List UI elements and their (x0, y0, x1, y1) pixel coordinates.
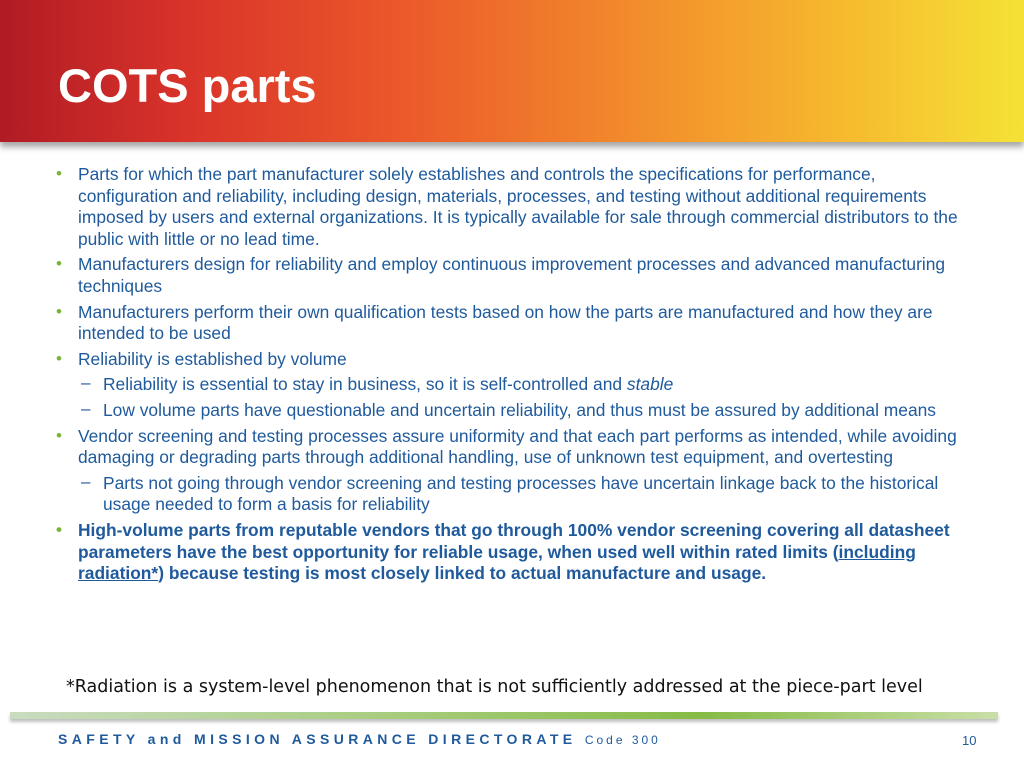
dash-icon: – (81, 373, 91, 393)
sub-bullet-low-volume (56, 400, 966, 422)
bullet-dot-icon: • (56, 425, 62, 445)
dash-icon: – (81, 398, 91, 418)
bullet-reliability-by-volume (56, 349, 966, 371)
bullet-cots-definition (56, 164, 966, 250)
bullet-dot-icon: • (56, 164, 62, 183)
bullet-text: Reliability is established by volume (78, 348, 347, 369)
bullet-text-continued: ) because testing is most closely linked to actual manufacture and usage. (158, 563, 767, 584)
title-banner (0, 0, 1024, 142)
bullet-design-for-reliability (56, 254, 966, 297)
radiation-link-text: including radiation* (78, 541, 916, 584)
bullet-dot-icon: • (56, 254, 62, 274)
sub-bullet-text: Parts not going through vendor screening and testing processes have uncertain linkage back to the historical usage needed to form a basis for reliability (103, 472, 939, 515)
sub-bullet-text: Reliability is essential to stay in business, so it is self-controlled and (103, 374, 627, 395)
bullet-dot-icon: • (56, 301, 62, 321)
sub-bullet-italic: stable (626, 374, 674, 395)
dash-icon: – (81, 471, 91, 491)
bullet-text: Manufacturers perform their own qualification tests based on how the parts are manufactured and how they are intended to be used (78, 301, 933, 344)
bullet-dot-icon: • (56, 519, 62, 539)
directorate-code: Code 300 (584, 733, 661, 747)
bullet-text: Manufacturers design for reliability and employ continuous improvement processes and advanced manufacturing techniques (78, 254, 946, 296)
footer-directorate (58, 731, 661, 747)
sub-bullet-stay-in-business (56, 374, 966, 396)
bullet-dot-icon: • (56, 348, 62, 368)
directorate-name: SAFETY and MISSION ASSURANCE DIRECTORATE (58, 731, 577, 747)
bullet-text: High-volume parts from reputable vendors that go through 100% vendor screening covering all datasheet parameters have the best opportunity for reliable usage, when used well within rated limits ( (78, 519, 950, 562)
bullet-vendor-screening (56, 426, 966, 469)
footer-divider (10, 712, 998, 719)
bullet-text: Vendor screening and testing processes assure uniformity and that each part performs as intended, while avoiding damaging or degrading parts through additional handling, use of unknown test equipment, and overtesting (78, 425, 957, 468)
sub-bullet-uncertain-linkage (56, 473, 966, 516)
slide-content (56, 164, 966, 589)
radiation-footnote: *Radiation is a system-level phenomenon that is not sufficiently addressed at the piece-part level (66, 677, 923, 697)
bullet-text: Parts for which the part manufacturer solely establishes and controls the specifications for performance, configuration and reliability, including design, materials, processes, and testing without additional requirements imposed by users and external organizations. It is typically available for sale through commercial distributors to the public with little or no lead time. (78, 164, 958, 249)
bullet-high-volume-parts (56, 520, 966, 585)
slide-title: COTS parts (58, 59, 317, 112)
bullet-qualification-tests (56, 302, 966, 345)
page-number: 10 (962, 733, 977, 748)
sub-bullet-text: Low volume parts have questionable and uncertain reliability, and thus must be assured by additional means (103, 399, 936, 420)
